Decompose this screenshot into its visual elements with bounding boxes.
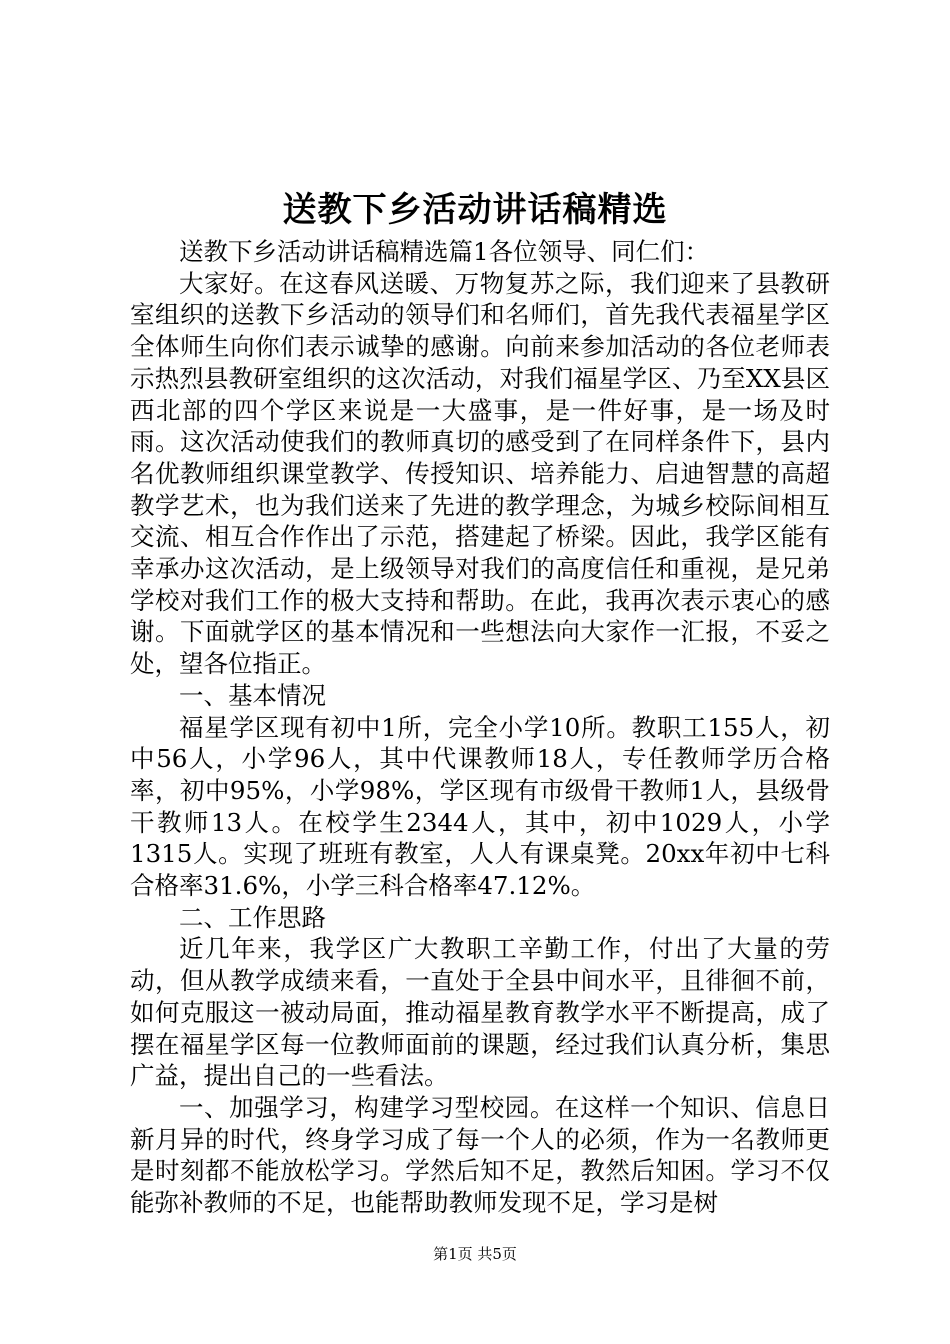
paragraph-strengthen-learning: 一、加强学习，构建学习型校园。在这样一个知识、信息日新月异的时代，终身学习成了每一个人的必须，作为一名教师更是时刻都不能放松学习。学然后知不足，教然后知困。学习不仅能弥补教师的不足，也能帮助教师发现不足，学习是树: [130, 1092, 830, 1218]
paragraph-basic-situation: 福星学区现有初中1所，完全小学10所。教职工155人，初中56人，小学96人，其中代课教师18人，专任教师学历合格率，初中95%，小学98%，学区现有市级骨干教师1人，县级骨干教师13人。在校学生2344人，其中，初中1029人，小学1315人。实现了班班有教室，人人有课桌凳。20xx年初中七科合格率31.6%，小学三科合格率47.12%。: [130, 712, 830, 901]
document-body: [130, 236, 830, 1219]
section-heading-basic-situation: 一、基本情况: [179, 680, 326, 710]
section-heading-work-ideas: 二、工作思路: [179, 902, 326, 932]
document-title: 送教下乡活动讲话稿精选: [282, 190, 668, 230]
paragraph-greeting: 大家好。在这春风送暖、万物复苏之际，我们迎来了县教研室组织的送教下乡活动的领导们和名师们，首先我代表福星学区全体师生向你们表示诚挚的感谢。向前来参加活动的各位老师表示热烈县教研室组织的这次活动，对我们福星学区、乃至XX县区西北部的四个学区来说是一大盛事，是一件好事，是一场及时雨。这次活动使我们的教师真切的感受到了在同样条件下，县内名优教师组织课堂教学、传授知识、培养能力、启迪智慧的高超教学艺术，也为我们送来了先进的教学理念，为城乡校际间相互交流、相互合作作出了示范，搭建起了桥梁。因此，我学区能有幸承办这次活动，是上级领导对我们的高度信任和重视，是兄弟学校对我们工作的极大支持和帮助。在此，我再次表示衷心的感谢。下面就学区的基本情况和一些想法向大家作一汇报，不妥之处，望各位指正。: [130, 268, 830, 679]
paragraph-work-ideas: 近几年来，我学区广大教职工辛勤工作，付出了大量的劳动，但从教学成绩来看，一直处于全县中间水平，且徘徊不前，如何克服这一被动局面，推动福星教育教学水平不断提高，成了摆在福星学区每一位教师面前的课题，经过我们认真分析，集思广益，提出自己的一些看法。: [130, 934, 830, 1091]
paragraph-opening: 送教下乡活动讲话稿精选篇1各位领导、同仁们：: [179, 237, 710, 266]
page-footer: 第1页 共5页: [433, 1245, 517, 1263]
